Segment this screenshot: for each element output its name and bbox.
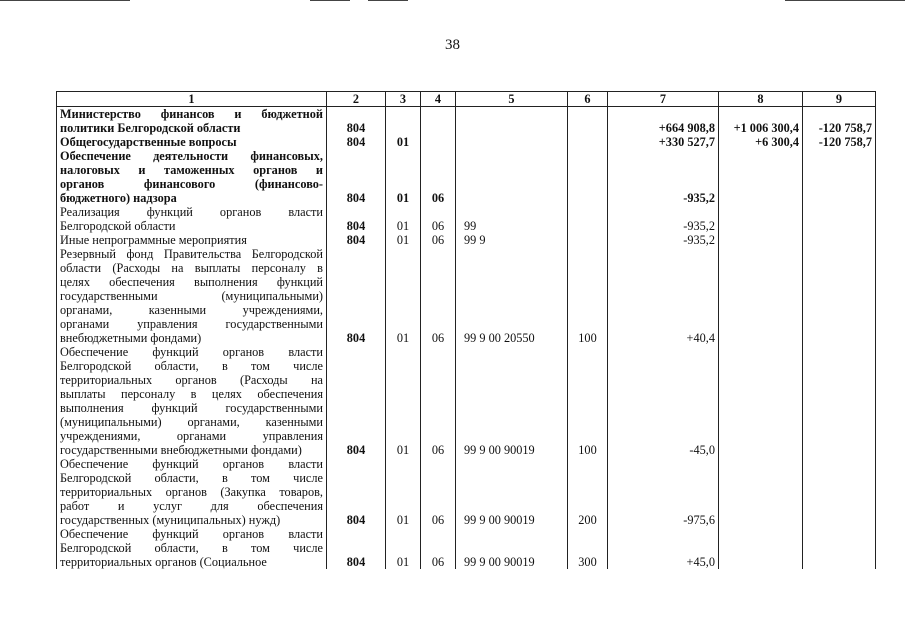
row-name-line: Резервный фонд Правительства Белгородской (60, 247, 323, 261)
cell-c2: 804 (327, 149, 386, 205)
row-name-cell (57, 247, 327, 345)
cell-c5: 99 9 00 90019 (456, 527, 568, 569)
row-name-line: (муниципальными) органами, казенными (60, 415, 323, 429)
cell-c3: 01 (386, 527, 421, 569)
row-name-line: органами, казенными учреждениями, (60, 303, 323, 317)
cell-c6 (568, 135, 608, 149)
table-row (57, 107, 876, 136)
cell-c7: -935,2 (608, 205, 719, 233)
cell-c7: +330 527,7 (608, 135, 719, 149)
cell-c2: 804 (327, 205, 386, 233)
page-number: 38 (445, 37, 460, 53)
table-row (57, 205, 876, 233)
table-row (57, 527, 876, 569)
cell-c9 (803, 345, 876, 457)
cell-c7: -935,2 (608, 149, 719, 205)
cell-c9 (803, 247, 876, 345)
top-rule-2 (310, 0, 350, 1)
cell-c4: 06 (421, 233, 456, 247)
table-row (57, 457, 876, 527)
cell-c6 (568, 107, 608, 136)
cell-c3: 01 (386, 345, 421, 457)
row-name-line: внебюджетными фондами) (60, 331, 202, 345)
cell-c3: 01 (386, 135, 421, 149)
cell-c9 (803, 205, 876, 233)
row-name-cell (57, 527, 327, 569)
row-name-line: территориальных органов (Социальное (60, 555, 267, 569)
row-name-line: Белгородской области, в том числе (60, 471, 323, 485)
cell-c8: +1 006 300,4 (719, 107, 803, 136)
header-cell: 2 (327, 92, 386, 107)
cell-c4: 06 (421, 527, 456, 569)
cell-c8 (719, 233, 803, 247)
cell-c5: 99 9 00 20550 (456, 247, 568, 345)
cell-c6: 100 (568, 247, 608, 345)
row-name-cell (57, 205, 327, 233)
row-name-line: государственных (муниципальных) нужд) (60, 513, 281, 527)
cell-c3: 01 (386, 247, 421, 345)
cell-c8 (719, 247, 803, 345)
header-cell: 6 (568, 92, 608, 107)
header-cell: 5 (456, 92, 568, 107)
cell-c4: 06 (421, 149, 456, 205)
cell-c9 (803, 527, 876, 569)
cell-c4 (421, 107, 456, 136)
row-name-line: учреждениями, органами управления (60, 429, 323, 443)
cell-c9 (803, 233, 876, 247)
cell-c7: +40,4 (608, 247, 719, 345)
header-cell: 3 (386, 92, 421, 107)
row-name-line: Обеспечение функций органов власти (60, 457, 323, 471)
cell-c8 (719, 457, 803, 527)
cell-c9: -120 758,7 (803, 135, 876, 149)
cell-c6 (568, 233, 608, 247)
header-cell: 9 (803, 92, 876, 107)
cell-c7: -975,6 (608, 457, 719, 527)
cell-c3: 01 (386, 233, 421, 247)
row-name-line: политики Белгородской области (60, 121, 241, 135)
row-name-line: бюджетного) надзора (60, 191, 177, 205)
cell-c2: 804 (327, 527, 386, 569)
cell-c9 (803, 457, 876, 527)
row-name-line: выполнения функций государственными (60, 401, 323, 415)
cell-c8 (719, 527, 803, 569)
cell-c2: 804 (327, 345, 386, 457)
row-name-line: выплаты персоналу в целях обеспечения (60, 387, 323, 401)
cell-c8 (719, 149, 803, 205)
top-rule-3 (368, 0, 408, 1)
row-name-line: Министерство финансов и бюджетной (60, 107, 323, 121)
row-name-cell (57, 233, 327, 247)
cell-c8 (719, 345, 803, 457)
table-row (57, 135, 876, 149)
cell-c2: 804 (327, 135, 386, 149)
cell-c2: 804 (327, 457, 386, 527)
row-name-line: Белгородской области (60, 219, 176, 233)
cell-c8: +6 300,4 (719, 135, 803, 149)
row-name-line: территориальных органов (Закупка товаров, (60, 485, 323, 499)
row-name-cell (57, 107, 327, 136)
cell-c4: 06 (421, 345, 456, 457)
row-name-cell (57, 135, 327, 149)
cell-c4 (421, 135, 456, 149)
cell-c7: -45,0 (608, 345, 719, 457)
cell-c4: 06 (421, 247, 456, 345)
cell-c5: 99 9 00 90019 (456, 457, 568, 527)
top-rule-4 (785, 0, 905, 1)
row-name-line: работ и услуг для обеспечения (60, 499, 323, 513)
cell-c6 (568, 149, 608, 205)
cell-c2: 804 (327, 247, 386, 345)
row-name-cell (57, 457, 327, 527)
cell-c7: -935,2 (608, 233, 719, 247)
top-rule-1 (0, 0, 130, 1)
row-name-line: органами управления государственными (60, 317, 323, 331)
cell-c7: +45,0 (608, 527, 719, 569)
budget-table (56, 91, 876, 569)
row-name-line: территориальных органов (Расходы на (60, 373, 323, 387)
cell-c4: 06 (421, 457, 456, 527)
row-name-line: области (Расходы на выплаты персоналу в (60, 261, 323, 275)
row-name-line: целях обеспечения выполнения функций (60, 275, 323, 289)
cell-c3: 01 (386, 457, 421, 527)
cell-c5: 99 9 00 90019 (456, 345, 568, 457)
header-cell: 7 (608, 92, 719, 107)
header-cell: 4 (421, 92, 456, 107)
cell-c5 (456, 107, 568, 136)
cell-c6: 300 (568, 527, 608, 569)
cell-c4: 06 (421, 205, 456, 233)
cell-c9: -120 758,7 (803, 107, 876, 136)
cell-c5 (456, 149, 568, 205)
row-name-line: государственными (муниципальными) (60, 289, 323, 303)
table-row (57, 345, 876, 457)
cell-c5: 99 9 (456, 233, 568, 247)
row-name-line: органов финансового (финансово- (60, 177, 323, 191)
cell-c2: 804 (327, 233, 386, 247)
cell-c9 (803, 149, 876, 205)
row-name-line: Обеспечение деятельности финансовых, (60, 149, 323, 163)
row-name-line: Обеспечение функций органов власти (60, 527, 323, 541)
cell-c7: +664 908,8 (608, 107, 719, 136)
table-row (57, 149, 876, 205)
table-row (57, 247, 876, 345)
table-row (57, 233, 876, 247)
header-cell: 1 (57, 92, 327, 107)
row-name-line: налоговых и таможенных органов и (60, 163, 323, 177)
row-name-cell (57, 345, 327, 457)
cell-c3: 01 (386, 205, 421, 233)
cell-c5: 99 (456, 205, 568, 233)
header-cell: 8 (719, 92, 803, 107)
cell-c6: 100 (568, 345, 608, 457)
row-name-line: Реализация функций органов власти (60, 205, 323, 219)
cell-c6: 200 (568, 457, 608, 527)
row-name-line: Белгородской области, в том числе (60, 541, 323, 555)
row-name-line: Иные непрограммные мероприятия (60, 233, 247, 247)
header-row (57, 92, 876, 107)
row-name-line: Общегосударственные вопросы (60, 135, 237, 149)
row-name-line: Обеспечение функций органов власти (60, 345, 323, 359)
row-name-line: государственными внебюджетными фондами) (60, 443, 302, 457)
cell-c3 (386, 107, 421, 136)
cell-c8 (719, 205, 803, 233)
cell-c3: 01 (386, 149, 421, 205)
row-name-cell (57, 149, 327, 205)
cell-c5 (456, 135, 568, 149)
cell-c6 (568, 205, 608, 233)
cell-c2: 804 (327, 107, 386, 136)
row-name-line: Белгородской области, в том числе (60, 359, 323, 373)
